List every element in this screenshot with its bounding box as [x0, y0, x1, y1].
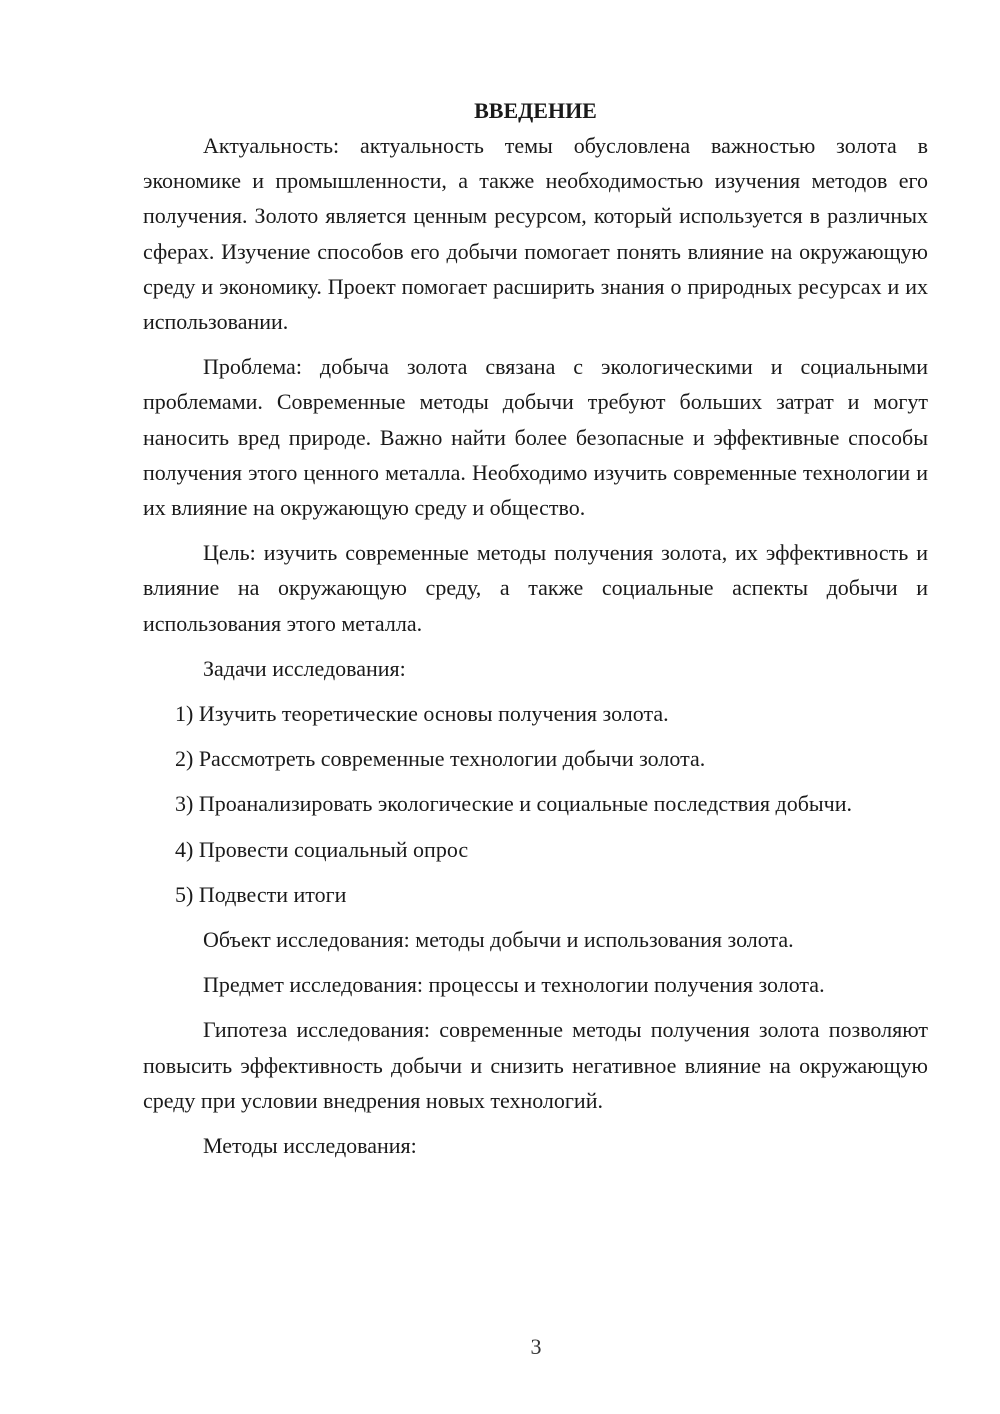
page-number: 3 — [530, 1334, 542, 1359]
tasks-heading: Задачи исследования: — [203, 655, 406, 681]
paragraph-object: Объект исследования: методы добычи и использования золота. — [203, 927, 794, 953]
paragraph-goal: Цель: изучить современные методы получения золота, их эффективность и влияние на окружающую среду, а также социальные аспекты добычи и использования этого металла. — [143, 540, 928, 636]
paragraph-relevance: Актуальность: актуальность темы обусловлена важностью золота в экономике и промышленности, а также необходимостью изучения методов его получения. Золото является ценным ресурсом, который используется в различных сферах. Изучение способов его добычи помогает понять влияние на окружающую среду и экономику. Проект помогает расширить знания о природных ресурсах и их использовании. — [143, 133, 928, 335]
paragraph-hypothesis: Гипотеза исследования: современные методы получения золота позволяют повысить эффективность добычи и снизить негативное влияние на окружающую среду при условии внедрения новых технологий. — [143, 1017, 928, 1113]
task-item: 3) Проанализировать экологические и социальные последствия добычи. — [175, 791, 853, 817]
paragraph-subject: Предмет исследования: процессы и технологии получения золота. — [203, 972, 825, 998]
task-item: 4) Провести социальный опрос — [175, 836, 469, 862]
task-item: 2) Рассмотреть современные технологии добычи золота. — [175, 746, 706, 772]
task-item: 5) Подвести итоги — [175, 881, 347, 907]
page-content — [143, 93, 928, 1163]
paragraph-problem: Проблема: добыча золота связана с экологическими и социальными проблемами. Современные методы добычи требуют больших затрат и могут наносить вред природе. Важно найти более безопасные и эффективные способы получения этого ценного металла. Необходимо изучить современные технологии и их влияние на окружающую среду и общество. — [143, 354, 928, 521]
methods-heading: Методы исследования: — [203, 1133, 417, 1159]
task-item: 1) Изучить теоретические основы получения золота. — [175, 701, 669, 727]
section-title: ВВЕДЕНИЕ — [474, 98, 597, 123]
